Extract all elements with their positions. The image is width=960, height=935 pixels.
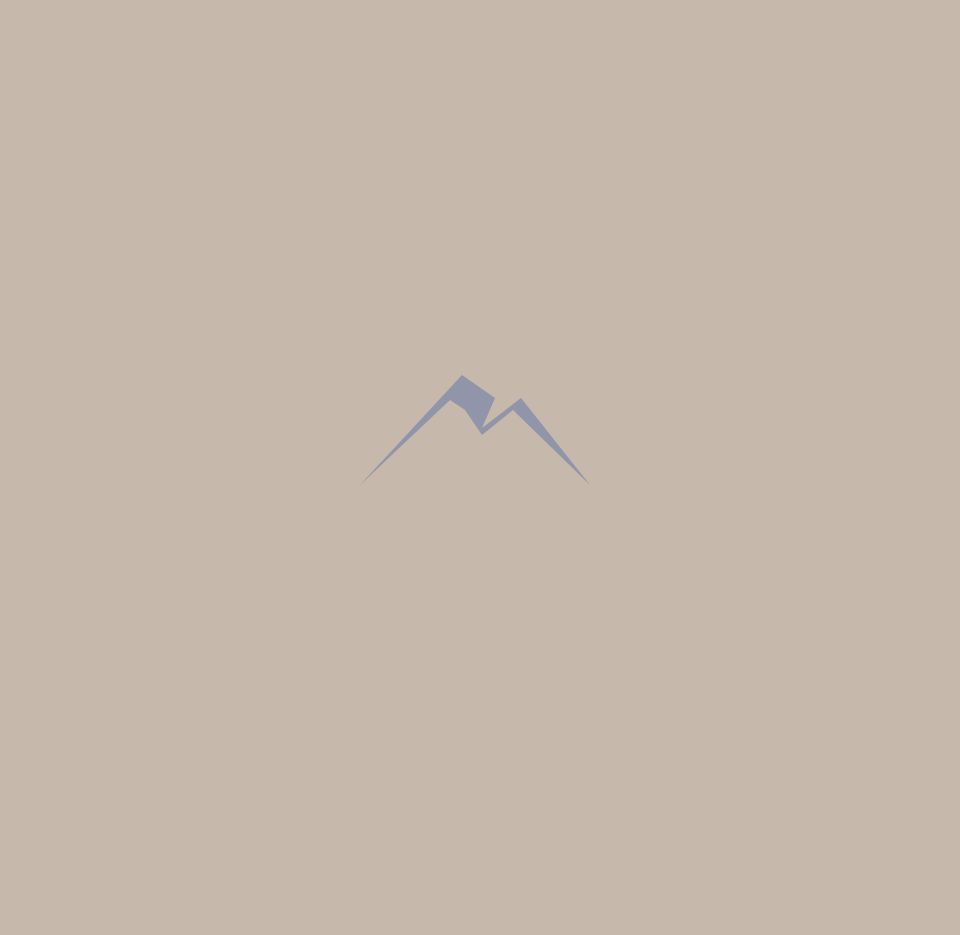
mountain-icon <box>360 375 590 485</box>
kortis-logo-watermark <box>355 370 605 565</box>
table-header <box>0 0 960 48</box>
